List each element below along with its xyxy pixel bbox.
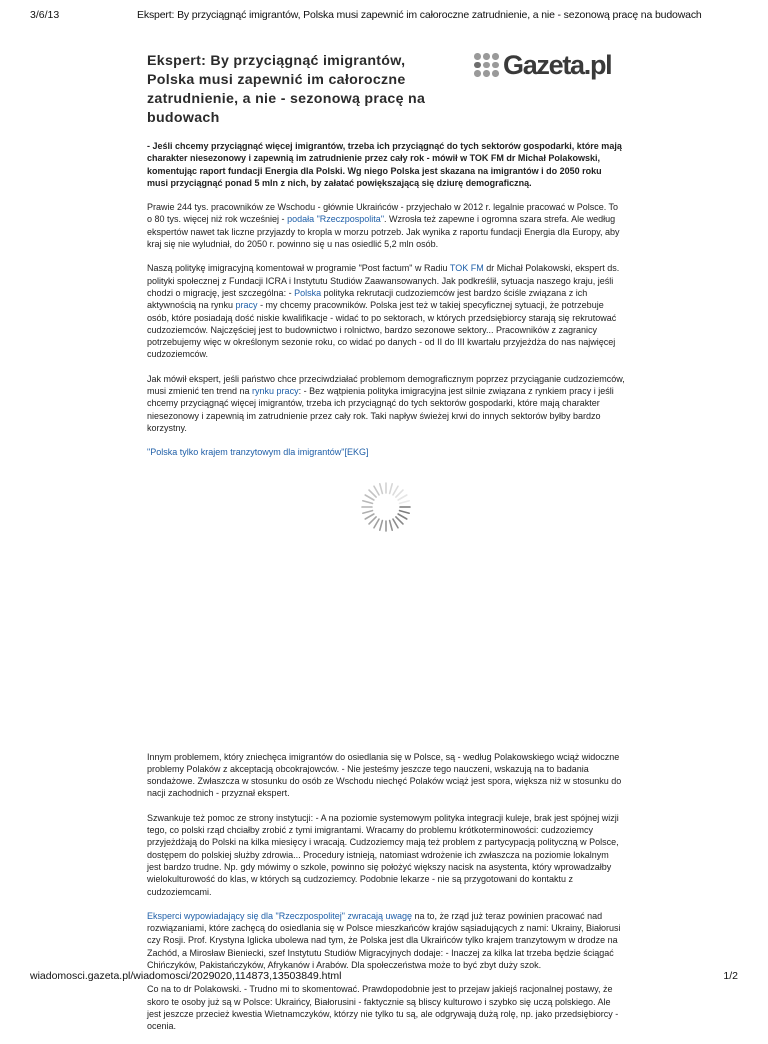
print-page-number: 1/2 [723,970,738,982]
print-url: wiadomosci.gazeta.pl/wiadomosci/2029020,114873,13503849.html [30,970,342,982]
link-tok-fm[interactable]: TOK FM [449,263,484,274]
logo-text: Gazeta.pl [503,49,612,80]
loading-spinner-icon [356,477,416,537]
article-lead: - Jeśli chcemy przyciągnąć więcej imigrantów, trzeba ich przyciągnąć do tych sektorów gospodarki, które mają charakter niesezonowy i zapewnią im zatrudnienie przez cały rok - mówił w TOK FM dr Michał Polakowski, komentując raport fundacji Energia dla Polski. Wg niego Polska jest skazana na imigrantów i do 2050 roku musi przyciągnąć ponad 5 mln z nich, by załatać powiększającą się dziurę demograficzną. [147,141,622,188]
related-article-link[interactable]: "Polska tylko krajem tranzytowym dla imigrantów"[EKG] [147,447,369,458]
link-polska[interactable]: Polska [294,287,322,298]
gazeta-logo[interactable] [474,49,612,80]
logo-dots-icon [474,53,499,77]
paragraph-7: Co na to dr Polakowski. - Trudno mi to skomentować. Prawdopodobnie jest to przejaw jakiejś racjonalnej postawy, że skoro te osoby już są w Polsce: Ukraińcy, Białorusini - faktycznie są bliscy kulturowo i szybko się uczą polskiego. Ale jest jeszcze przecież kwestia Wietnamczyków, którzy nie tylko tu są, ale odgrywają dużą rolę, np. jako przedsiębiorcy - ocenia. [147,984,619,1032]
paragraph-2: Naszą politykę imigracyjną komentował w programie "Post factum" w Radiu TOK FM dr Michał Polakowski, ekspert ds. polityki społecznej z Fundacji ICRA i Instytutu Studiów Zaawansowanych. Jak podkreślił, sytuacja naszego kraju, jeśli chodzi o migrację, jest szczególna: - Polska polityka rekrutacji cudzoziemców jest bardzo ściśle związana z ich aktywnością na rynku pracy - my chcemy pracowników. Polska jest też w takiej specyficznej sytuacji, że potrzebuje osób, które posiadają dość niskie kwalifikacje - widać to po sektorach, w których przedsiębiorcy starają się rekrutować cudzoziemców. Najczęściej jest to budownictwo i rolnictwo, bardzo sezonowe sektory... Pracowników z zagranicy potrzebujemy więc w określonym sezonie roku, co widać po danych - od II do III kwartału przyjeżdża do nas najwięcej cudzoziemców. [147,263,620,360]
paragraph-4: Innym problemem, który zniechęca imigrantów do osiedlania się w Polsce, są - według Polakowskiego wciąż widoczne problemy Polaków z akceptacją obcokrajowców. - Nie jesteśmy jeszcze tego nauczeni, wskazują na to badania sondażowe. Zwłaszcza w stosunku do osób ze Wschodu niechęć Polaków wciąż jest spora, większa niż w stosunku do nacji zachodnich - przyznał ekspert. [147,751,622,799]
article-headline: Ekspert: By przyciągnąć imigrantów, Polska musi zapewnić im całoroczne zatrudnienie, a nie - sezonową pracę na budowach [147,53,426,126]
related-paragraph [147,446,625,458]
paragraph-6: Eksperci wypowiadający się dla "Rzeczpospolitej" zwracają uwagę na to, że rząd już teraz powinien pracować nad rozwiązaniami, które zachęcą do osiedlania się w Polsce mieszkańców krajów sąsiadujących z nami: Ukrainy, Białorusi czy Rosji. Prof. Krystyna Iglicka ubolewa nad tym, że Polska jest dla Ukraińców tylko krajem tranzytowym w drodze na Zachód, a Mirosław Bieniecki, szef Instytutu Studiów Migracyjnych dodaje: - Inaczej za kilka lat trzeba będzie ściągać Chińczyków, Pakistańczyków, Afrykanów i Arabów. Dla społeczeństwa może to być zbyt duży szok. [147,910,621,970]
link-rynku-pracy[interactable]: rynku pracy [252,386,299,397]
link-rzeczpospolita[interactable]: podała "Rzeczpospolita" [287,214,385,225]
paragraph-5: Szwankuje też pomoc ze strony instytucji: - A na poziomie systemowym polityka integracji kuleje, brak jest spójnej wizji tego, co polski rząd chciałby zrobić z tymi imigrantami. Wracamy do problemu krótkoterminowości: cudzoziemcy przyjeżdżają do Polski na kilka miesięcy i wracają. Cudzoziemcy mają też problem z partycypacją polityczną w Polsce, dostępem do polskiej służby zdrowia... Procedury istnieją, natomiast wdrożenie ich zwłaszcza na poziomie lokalnym jest bardzo trudne. Np. gdy mówimy o szkole, powinno się położyć większy nacisk na asystenta, który wprowadzałby wielokulturowość do klas, w których są cudzoziemcy. Podobnie lekarze - nie są przygotowani do kontaktu z cudzoziemcami. [147,812,619,897]
link-pracy[interactable]: pracy [235,300,258,311]
paragraph-3: Jak mówił ekspert, jeśli państwo chce przeciwdziałać problemom demograficznym poprzez przyciąganie cudzoziemców, musi zmienić ten trend na rynku pracy: - Bez wątpienia polityka imigracyjna jest silnie związana z rynkiem pracy i jeśli chcemy przyciągnąć więcej imigrantów, trzeba ich przyciągnąć do tych sektorów gospodarki, które mają charakter niesezonowy i zapewnią im zatrudnienie przez cały rok. Taki napływ świeżej krwi do innych sektorów byłby bardzo korzystny. [147,373,625,433]
print-page-title: Ekspert: By przyciągnąć imigrantów, Polska musi zapewnić im całoroczne zatrudnienie, a nie - sezonową pracę na budowach [137,9,702,21]
link-eksperci-rzeczpospolita[interactable]: Eksperci wypowiadający się dla "Rzeczpospolitej" zwracają uwagę [147,910,413,921]
paragraph-1: Prawie 244 tys. pracowników ze Wschodu - głównie Ukraińców - przyjechało w 2012 r. legalnie pracować w Polsce. To o 80 tys. więcej niż rok wcześniej - podała "Rzeczpospolita". Wzrosła też zapewne i ogromna szara strefa. Ale według ekspertów nawet tak liczne przyjazdy to kropla w morzu potrzeb. Jak wynika z raportu fundacji Energia dla Europy, aby kraj się nie wyludniał, do 2050 r. powinno się u nas osiedlić 5,2 mln osób. [147,202,620,250]
article [147,49,625,1044]
print-date: 3/6/13 [30,9,60,21]
embedded-media-area [147,477,625,751]
